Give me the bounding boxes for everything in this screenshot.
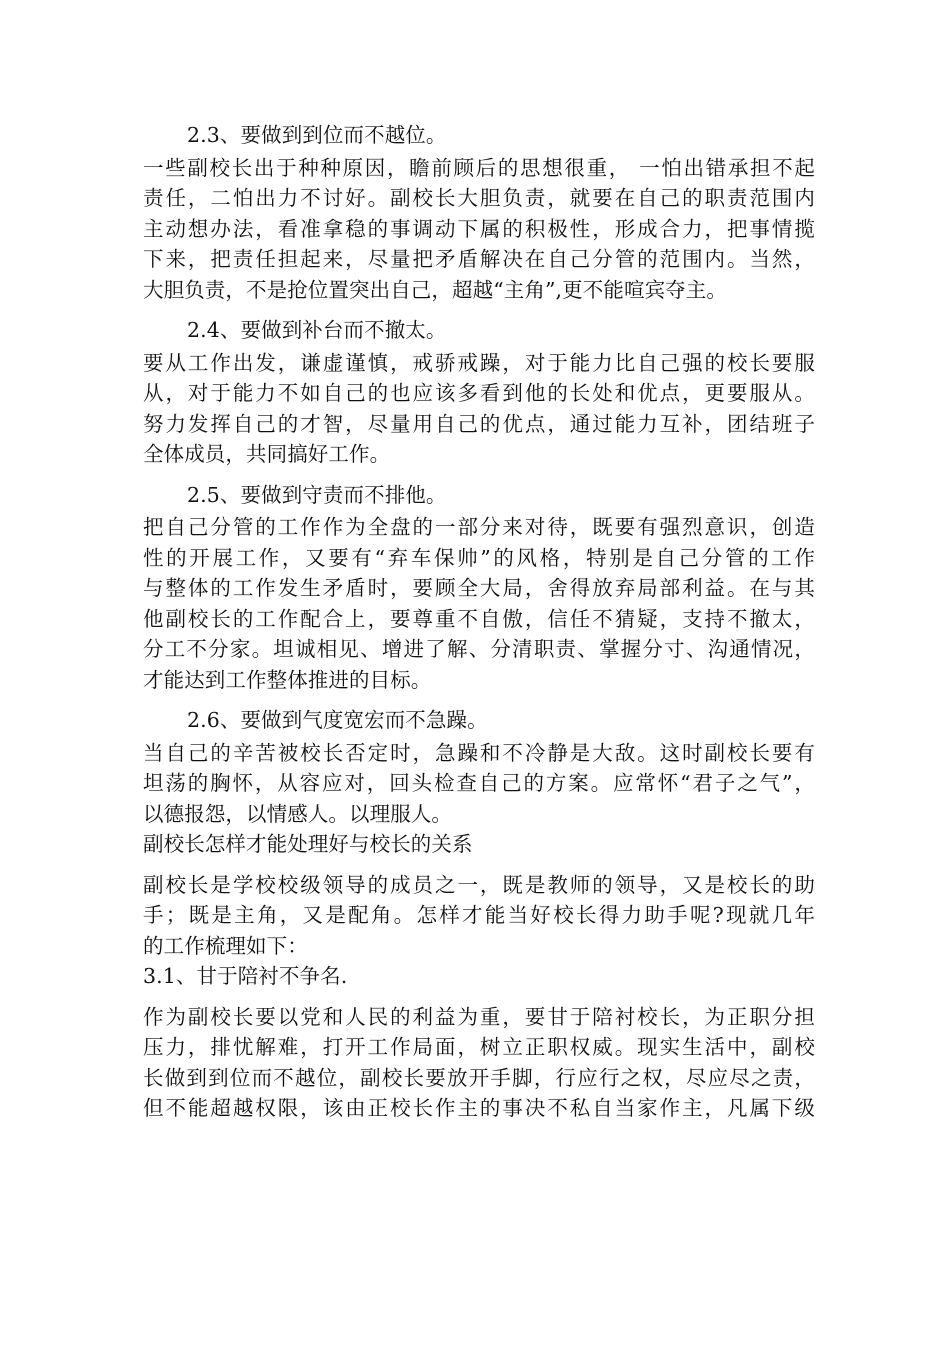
paragraph-line: 全体成员，共同搞好工作。	[143, 442, 391, 466]
document-body	[143, 120, 815, 1124]
paragraph-line: 把自己分管的工作作为全盘的一部分来对待，既要有强烈意识，创造	[143, 515, 815, 539]
paragraph-line: 从，对于能力不如自己的也应该多看到他的长处和优点，更要服从。	[143, 381, 815, 405]
paragraph-line: 要从工作出发，谦虚谨慎，戒骄戒躁，对于能力比自己强的校长要服	[143, 350, 815, 375]
paragraph-line: 但不能超越权限，该由正校长作主的事决不私自当家作主，凡属下级	[143, 1096, 815, 1120]
paragraph-line: 才能达到工作整体推进的目标。	[143, 667, 432, 692]
paragraph-line: 他副校长的工作配合上，要尊重不自傲，信任不猜疑，支持不撤太，	[143, 606, 815, 631]
section-paragraph-2-3	[143, 153, 815, 306]
paragraph-line: 手；既是主角，又是配角。怎样才能当好校长得力助手呢?现就几年	[143, 903, 815, 927]
paragraph-line: 努力发挥自己的才智，尽量用自己的优点，通过能力互补，团结班子	[143, 411, 815, 436]
section-paragraph-2-5	[143, 512, 815, 695]
paragraph-line: 副校长是学校校级领导的成员之一，既是教师的领导，又是校长的助	[143, 872, 815, 897]
paragraph-line: 主动想办法，看准拿稳的事调动下属的积极性，形成合力，把事情揽	[143, 216, 815, 241]
paragraph-line: 的工作梳理如下：	[143, 933, 308, 958]
paragraph-line: 责任，二怕出力不讨好。副校长大胆负责，就要在自己的职责范围内	[143, 186, 815, 210]
section-title: 副校长怎样才能处理好与校长的关系	[143, 832, 473, 856]
paragraph-line: 坦荡的胸怀，从容应对，回头检查自己的方案。应常怀“君子之气”，	[143, 771, 815, 795]
paragraph-line: 下来，把责任担起来，尽量把矛盾解决在自己分管的范围内。当然，	[143, 247, 815, 271]
paragraph-line: 长做到到位而不越位，副校长要放开手脚，行应行之权，尽应尽之责，	[143, 1065, 815, 1090]
paragraph-line: 分工不分家。坦诚相见、增进了解、分清职责、掌握分寸、沟通情况，	[143, 637, 815, 661]
paragraph-line: 作为副校长要以党和人民的利益为重，要甘于陪衬校长，为正职分担	[143, 1004, 815, 1029]
subsection-heading-3-1: 3.1、甘于陪衬不争名.	[143, 964, 348, 988]
paragraph-line: 当自己的辛苦被校长否定时，急躁和不冷静是大敌。这时副校长要有	[143, 740, 815, 765]
intro-paragraph	[143, 870, 815, 962]
paragraph-line: 一些副校长出于种种原因，瞻前顾后的思想很重， 一怕出错承担不起	[143, 155, 815, 180]
section-paragraph-2-4	[143, 348, 815, 470]
paragraph-line: 压力，排忧解难，打开工作局面，树立正职权威。现实生活中，副校	[143, 1035, 815, 1059]
section-paragraph-2-6	[143, 738, 815, 830]
final-paragraph	[143, 1002, 815, 1124]
section-heading-2-3: 2.3、要做到到位而不越位。	[187, 123, 447, 147]
paragraph-line: 大胆负责，不是抢位置突出自己，超越“主角”,更不能喧宾夺主。	[143, 277, 727, 302]
section-heading-2-4: 2.4、要做到补台而不撤太。	[187, 318, 447, 342]
section-heading-2-5: 2.5、要做到守责而不排他。	[187, 482, 447, 507]
paragraph-line: 性的开展工作，又要有“弃车保帅”的风格，特别是自己分管的工作	[143, 545, 815, 570]
paragraph-line: 与整体的工作发生矛盾时，要顾全大局，舍得放弃局部利益。在与其	[143, 576, 815, 600]
section-heading-2-6: 2.6、要做到气度宽宏而不急躁。	[187, 708, 488, 732]
paragraph-line: 以德报怨，以情感人。以理服人。	[143, 801, 452, 826]
